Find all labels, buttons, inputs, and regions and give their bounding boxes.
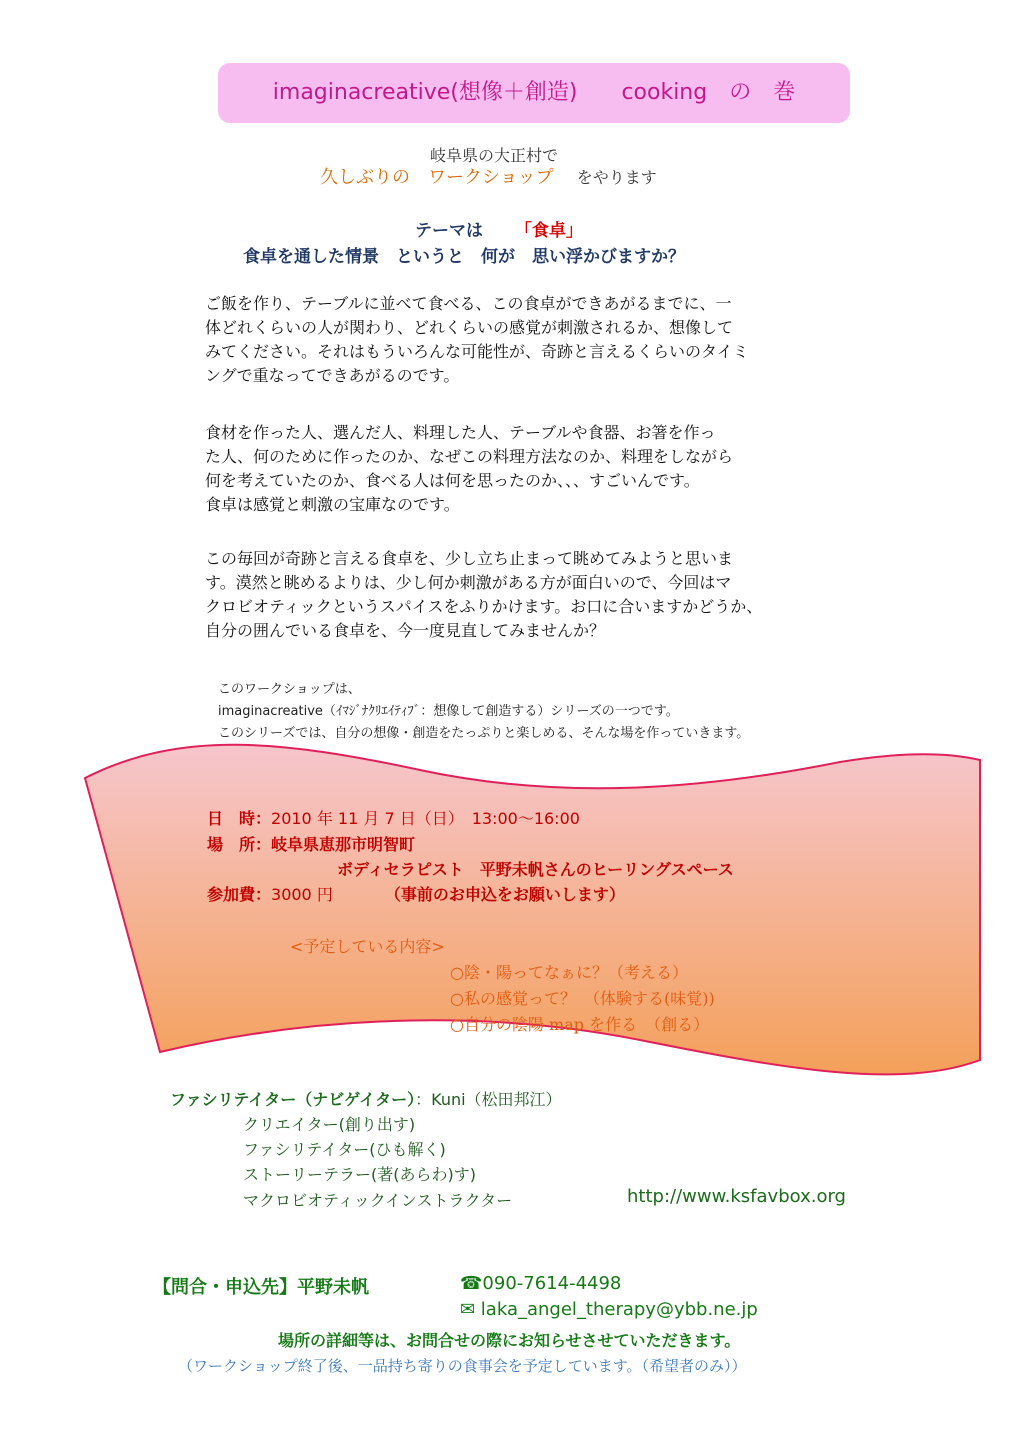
- contact-email[interactable]: ✉ laka_angel_therapy@ybb.ne.jp: [460, 1299, 758, 1320]
- fee-value: 3000 円: [271, 885, 333, 904]
- event-datetime: [207, 806, 580, 829]
- page-title: imaginacreative(想像＋創造) cooking の 巻: [272, 80, 796, 105]
- fee-label: 参加費：: [207, 885, 272, 904]
- facilitator-role: ストーリーテラー(著(あらわ)す): [243, 1165, 476, 1184]
- event-place-detail: ボディセラピスト 平野未帆さんのヒーリングスペース: [337, 860, 734, 879]
- paragraph-line: みてください。それはもういろんな可能性が、奇跡と言えるくらいのタイミ: [205, 342, 749, 361]
- series-line: このワークショップは、: [218, 682, 361, 697]
- plan-item: ○陰・陽ってなぁに？（考える）: [450, 963, 688, 982]
- place-value: 岐阜県恵那市明智町: [271, 835, 416, 854]
- theme-keyword: 「食卓」: [514, 221, 583, 241]
- paragraph-line: クロビオティックというスパイスをふりかけます。お口に合いますかどうか、: [205, 597, 763, 616]
- plan-header: <予定している内容>: [290, 937, 445, 956]
- paragraph-line: 食卓は感覚と刺激の宝庫なのです。: [205, 495, 460, 514]
- paragraph-line: 何を考えていたのか、食べる人は何を思ったのか、、、すごいんです。: [205, 471, 700, 490]
- facilitator-name: ：Kuni（松田邦江）: [415, 1090, 562, 1109]
- plan-item: ○自分の陰陽 map を作る （創る）: [450, 1015, 710, 1034]
- intro-line-1: 岐阜県の大正村で: [430, 146, 559, 165]
- paragraph-line: す。漠然と眺めるよりは、少し何か刺激がある方が面白いので、今回はマ: [205, 573, 732, 592]
- paragraph-line: た人、何のために作ったのか、なぜこの料理方法なのか、料理をしながら: [205, 447, 734, 466]
- intro-rest: をやります: [576, 168, 657, 187]
- datetime-label: 日 時：: [207, 809, 272, 828]
- website-link[interactable]: http://www.ksfavbox.org: [627, 1186, 846, 1207]
- contact-label: 【問合・申込先】平野未帆: [153, 1277, 369, 1298]
- paragraph-line: この毎回が奇跡と言える食卓を、少し立ち止まって眺めてみようと思いま: [205, 549, 734, 568]
- facilitator-role: ファシリテイター(ひも解く): [243, 1140, 446, 1159]
- facilitator-line: [170, 1087, 562, 1110]
- paragraph-line: 食材を作った人、選んだ人、料理した人、テーブルや食器、お箸を作っ: [205, 423, 716, 442]
- fee-note: （事前のお申込をお願いします）: [384, 885, 625, 904]
- series-line: このシリーズでは、自分の想像・創造をたっぷりと楽しめる、そんな場を作っていきます。: [218, 726, 750, 741]
- theme-question: 食卓を通した情景 というと 何が 思い浮かびますか？: [243, 247, 685, 267]
- paragraph-line: ご飯を作り、テーブルに並べて食べる、この食卓ができあがるまでに、一: [205, 294, 732, 313]
- datetime-value: 2010 年 11 月 7 日（日） 13:00～16:00: [271, 809, 580, 828]
- facilitator-role: クリエイター(創り出す): [243, 1115, 416, 1134]
- paragraph-line: 自分の囲んでいる食卓を、今一度見直してみませんか？: [205, 621, 606, 640]
- paragraph-line: 体どれくらいの人が関わり、どれくらいの感覚が刺激されるか、想像して: [205, 318, 734, 337]
- facilitator-role: マクロビオティックインストラクター: [243, 1191, 513, 1210]
- place-label: 場 所：: [207, 835, 272, 854]
- event-fee: [207, 882, 625, 905]
- plan-item: ○私の感覚って？ （体験する(味覚)): [450, 989, 715, 1008]
- series-line: imaginacreative（ｲﾏｼﾞﾅｸﾘｴｲﾃｨﾌﾞ：想像して創造する）シリーズの一つです。: [218, 704, 679, 719]
- theme-prefix: テーマは: [415, 221, 483, 241]
- contact-note: 場所の詳細等は、お問合せの際にお知らせさせていただきます。: [278, 1331, 741, 1350]
- contact-note-2: （ワークショップ終了後、一品持ち寄りの食事会を予定しています。（希望者のみ））: [178, 1357, 747, 1375]
- intro-highlight: 久しぶりの ワークショップ: [320, 167, 554, 188]
- contact-phone: ☎090-7614-4498: [460, 1273, 622, 1294]
- facilitator-title: ファシリテイター（ナビゲイター）: [170, 1090, 416, 1109]
- event-place: [207, 832, 415, 855]
- paragraph-line: ングで重なってできあがるのです。: [205, 366, 460, 385]
